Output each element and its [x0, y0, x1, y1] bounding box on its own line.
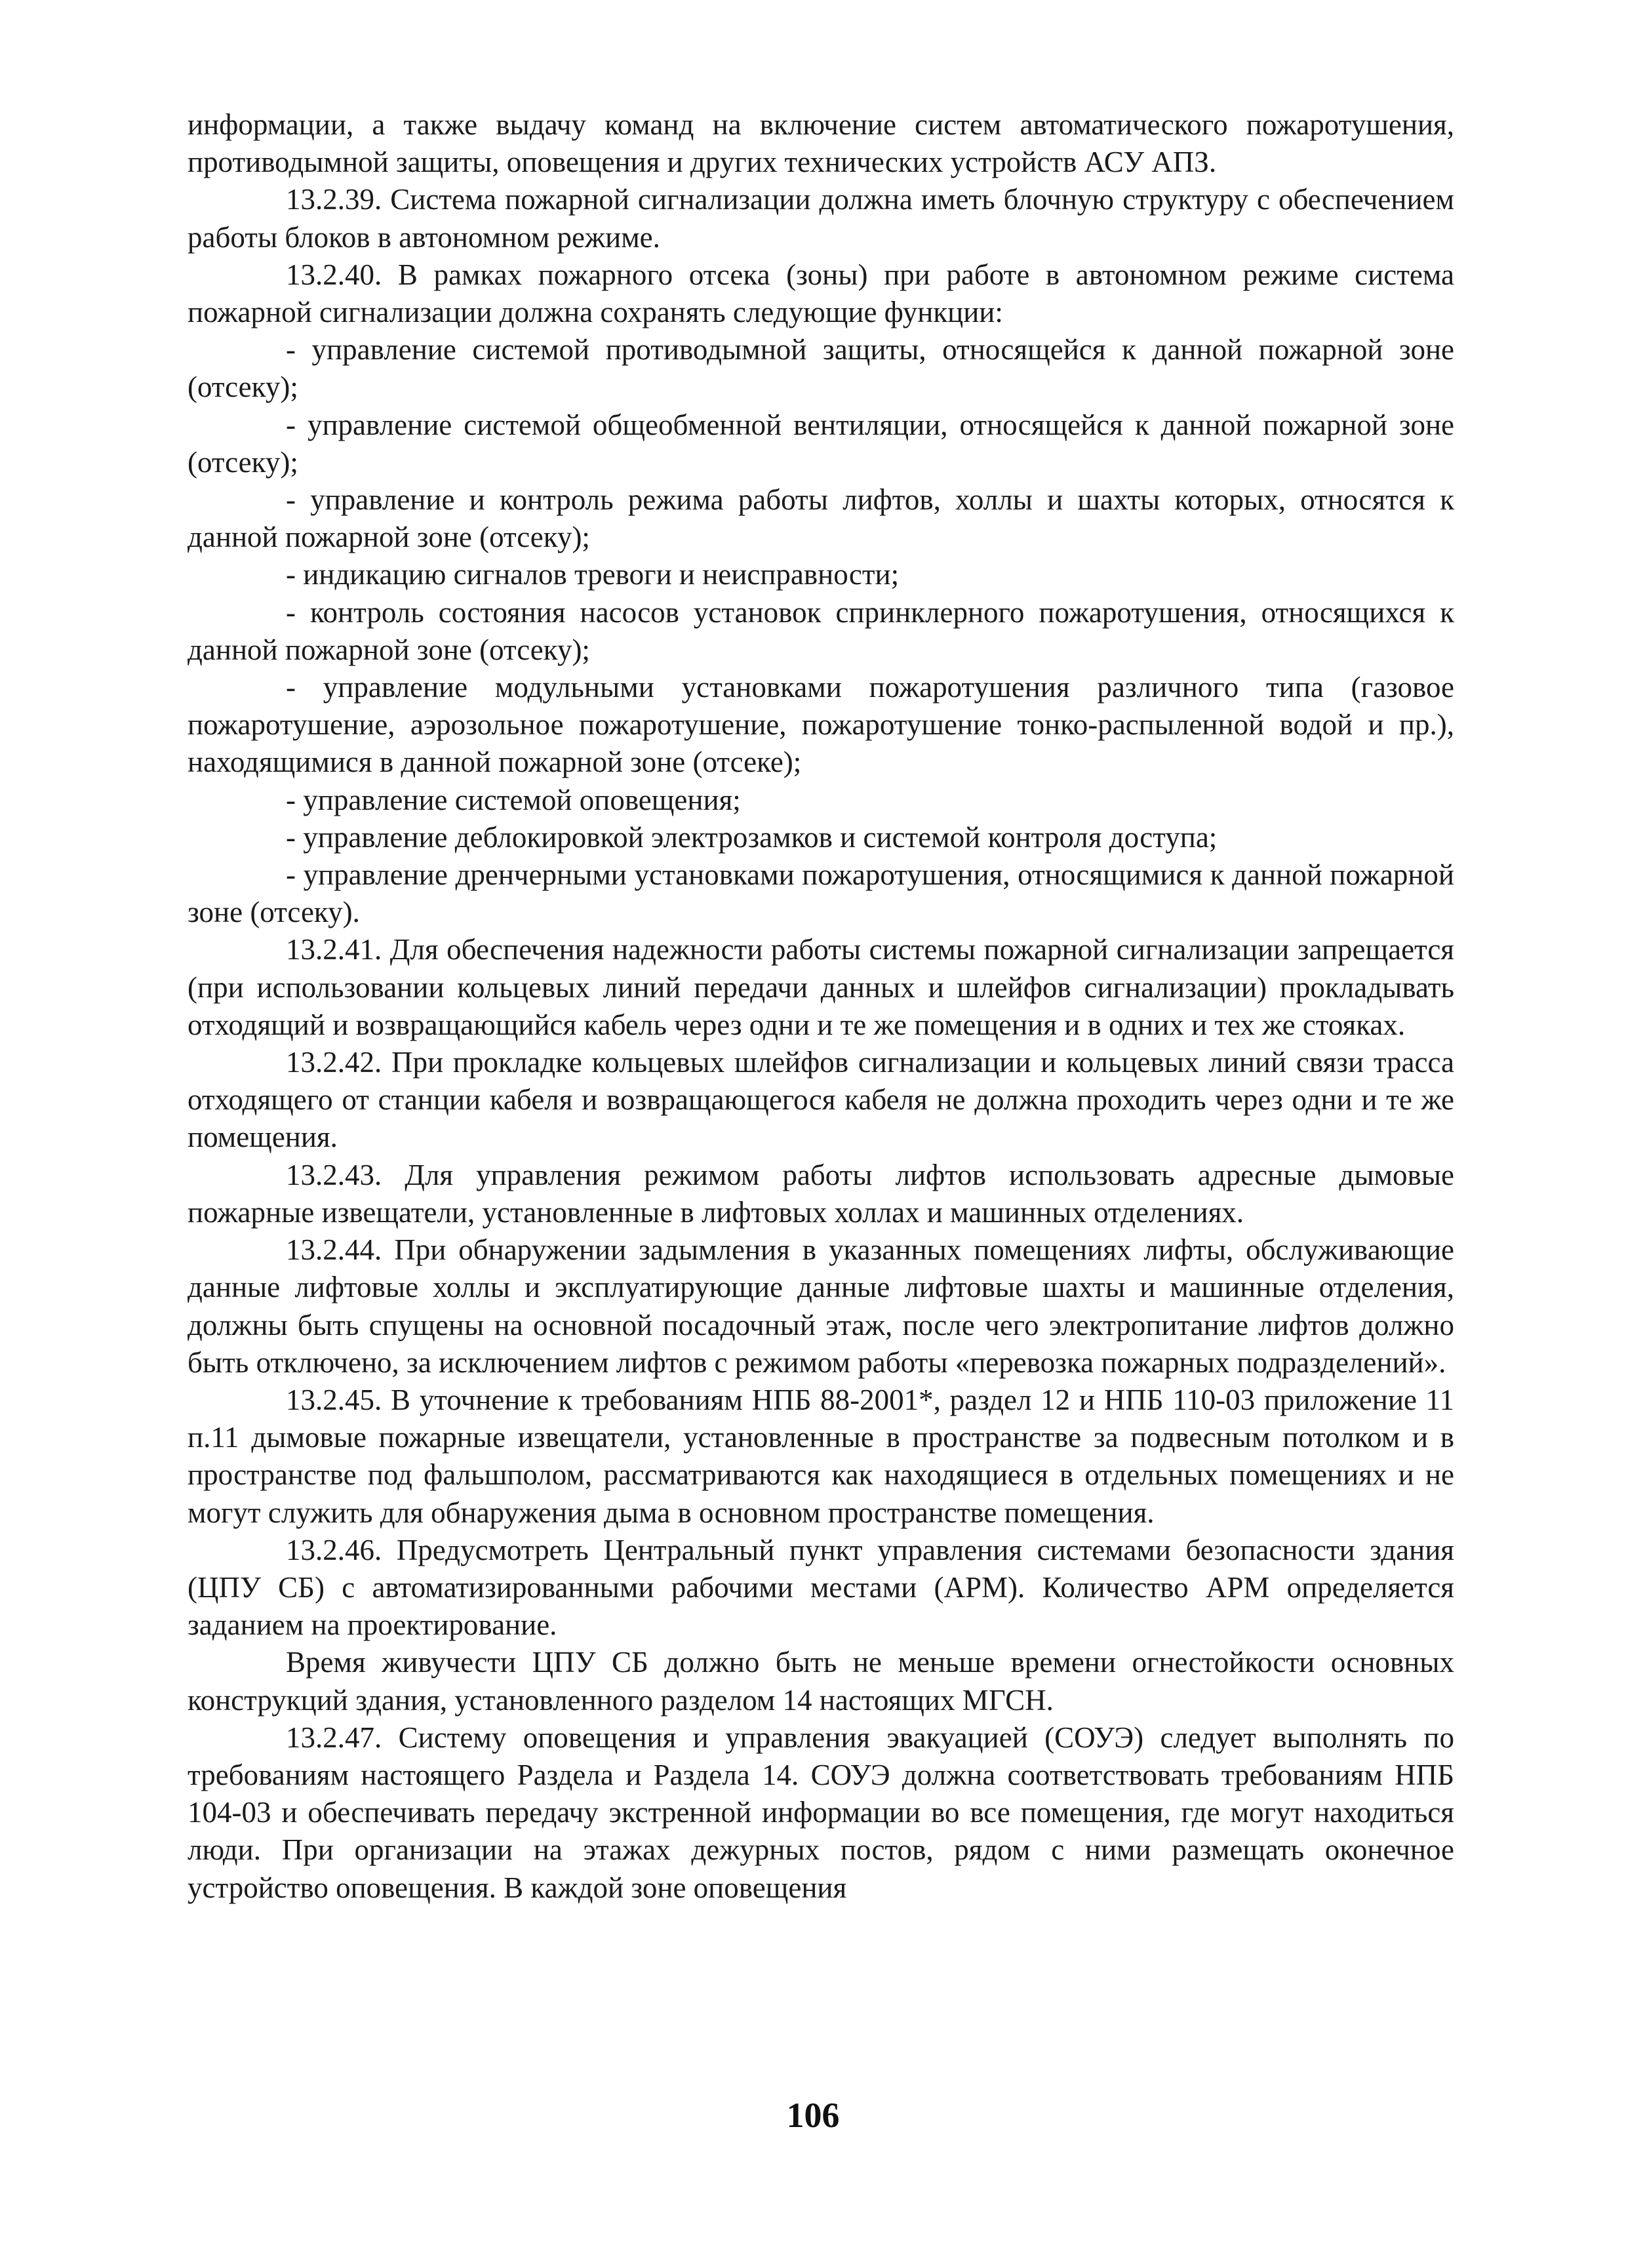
list-item-ventilation: - управление системой общеобменной вентиляции, относящейся к данной пожарной зоне (отсеку);: [188, 408, 1454, 479]
page-number: 106: [786, 2096, 840, 2135]
paragraph-13-2-42: 13.2.42. При прокладке кольцевых шлейфов сигнализации и кольцевых линий связи трасса отходящего от станции кабеля и возвращающегося кабеля не должна проходить через одни и те же помещения.: [188, 1046, 1454, 1154]
list-item-modular-extinguishing: - управление модульными установками пожаротушения различного типа (газовое пожаротушение, аэрозольное пожаротушение, пожаротушение тонко-распыленной водой и пр.), находящимися в данной пожарной зоне (отсеке);: [188, 671, 1454, 779]
paragraph-13-2-46: 13.2.46. Предусмотреть Центральный пункт управления системами безопасности здания (ЦПУ СБ) с автоматизированными рабочими местами (АРМ). Количество АРМ определяется заданием на проектирование.: [188, 1533, 1454, 1642]
paragraph-13-2-44: 13.2.44. При обнаружении задымления в указанных помещениях лифты, обслуживающие данные лифтовые холлы и эксплуатирующие данные лифтовые шахты и машинные отделения, должны быть спущены на основной посадочный этаж, после чего электропитание лифтов должно быть отключено, за исключением лифтов с режимом работы «перевозка пожарных подразделений».: [188, 1233, 1454, 1379]
list-item-smoke-protection: - управление системой противодымной защиты, относящейся к данной пожарной зоне (отсеку);: [188, 333, 1454, 404]
paragraph-survivability: Время живучести ЦПУ СБ должно быть не меньше времени огнестойкости основных конструкций здания, установленного разделом 14 настоящих МГСН.: [188, 1646, 1454, 1717]
paragraph-13-2-39: 13.2.39. Система пожарной сигнализации должна иметь блочную структуру с обеспечением работы блоков в автономном режиме.: [188, 183, 1454, 254]
list-item-notification: - управление системой оповещения;: [286, 783, 741, 816]
body-text: [188, 106, 1454, 1907]
paragraph-13-2-40: 13.2.40. В рамках пожарного отсека (зоны) при работе в автономном режиме система пожарной сигнализации должна сохранять следующие функции:: [188, 258, 1454, 329]
list-item-elevators: - управление и контроль режима работы лифтов, холлы и шахты которых, относятся к данной пожарной зоне (отсеку);: [188, 483, 1454, 554]
paragraph-13-2-41: 13.2.41. Для обеспечения надежности работы системы пожарной сигнализации запрещается (при использовании кольцевых линий передачи данных и шлейфов сигнализации) прокладывать отходящий и возвращающийся кабель через одни и те же помещения и в одних и тех же стояках.: [188, 933, 1454, 1041]
paragraph-13-2-45: 13.2.45. В уточнение к требованиям НПБ 88-2001*, раздел 12 и НПБ 110-03 приложение 11 п.11 дымовые пожарные извещатели, установленные в пространстве за подвесным потолком и в пространстве под фальшполом, рассматриваются как находящиеся в отдельных помещениях и не могут служить для обнаружения дыма в основном пространстве помещения.: [188, 1383, 1454, 1529]
list-item-alarm-indication: - индикацию сигналов тревоги и неисправности;: [286, 558, 900, 591]
paragraph-continuation: информации, а также выдачу команд на включение систем автоматического пожаротушения, противодымной защиты, оповещения и других технических устройств АСУ АПЗ.: [188, 108, 1454, 179]
paragraph-13-2-47: 13.2.47. Систему оповещения и управления эвакуацией (СОУЭ) следует выполнять по требованиям настоящего Раздела и Раздела 14. СОУЭ должна соответствовать требованиям НПБ 104-03 и обеспечивать передачу экстренной информации во все помещения, где могут находиться люди. При организации на этажах дежурных постов, рядом с ними размещать оконечное устройство оповещения. В каждой зоне оповещения: [188, 1721, 1454, 1904]
list-item-deluge: - управление дренчерными установками пожаротушения, относящимися к данной пожарной зоне (отсеку).: [188, 858, 1454, 929]
paragraph-13-2-43: 13.2.43. Для управления режимом работы лифтов использовать адресные дымовые пожарные извещатели, установленные в лифтовых холлах и машинных отделениях.: [188, 1158, 1454, 1229]
list-item-sprinkler-pumps: - контроль состояния насосов установок спринклерного пожаротушения, относящихся к данной пожарной зоне (отсеку);: [188, 595, 1454, 666]
list-item-access-control: - управление деблокировкой электрозамков и системой контроля доступа;: [286, 820, 1218, 854]
